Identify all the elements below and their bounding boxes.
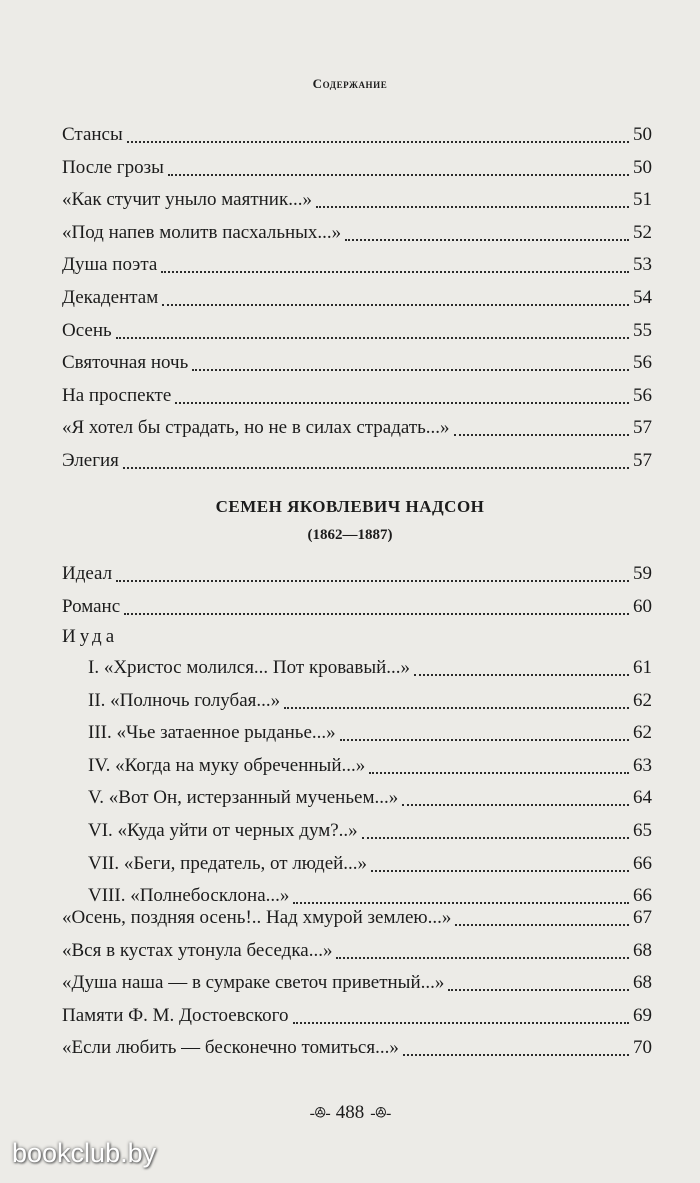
cycle-title: Иуда xyxy=(62,626,119,647)
toc-entry-page: 53 xyxy=(633,254,652,276)
toc-entry-page: 50 xyxy=(633,156,652,178)
toc-entry-title: «Осень, поздняя осень!.. Над хмурой землею...» xyxy=(62,907,452,928)
toc-entry xyxy=(62,222,652,248)
toc-entry-title: Душа поэта xyxy=(62,254,158,276)
toc-entry-page: 68 xyxy=(633,972,652,994)
watermark-logo: bookclub.by xyxy=(12,1138,157,1168)
toc-entry-title: I. «Христос молился... Пот кровавый...» xyxy=(88,657,410,678)
toc-entry-page: 56 xyxy=(633,384,652,406)
ornament-right-icon: -ꔮ- xyxy=(370,1105,391,1122)
toc-entry-page: 55 xyxy=(633,319,652,341)
toc-entry xyxy=(88,690,652,716)
dot-leader xyxy=(284,707,629,709)
toc-entry-title: Декадентам xyxy=(62,287,159,308)
toc-entry-page: 70 xyxy=(633,1037,652,1059)
dot-leader xyxy=(336,957,629,959)
toc-entry-page: 57 xyxy=(633,417,652,439)
toc-entry xyxy=(62,450,652,476)
page-header: Содержание xyxy=(312,76,388,91)
toc-entry-title: V. «Вот Он, истерзанный мученьем...» xyxy=(88,787,399,809)
toc-entry xyxy=(88,722,652,748)
dot-leader xyxy=(293,1022,629,1024)
toc-entry-page: 57 xyxy=(633,450,652,471)
author-years: (1862—1887) xyxy=(307,527,393,543)
toc-entry-title: VII. «Беги, предатель, от людей...» xyxy=(88,852,368,874)
toc-entry-title: VIII. «Полнебосклона...» xyxy=(88,885,290,907)
toc-entry xyxy=(88,787,652,813)
toc-entry-title: Стансы xyxy=(62,124,123,145)
dot-leader xyxy=(402,804,629,806)
dot-leader xyxy=(369,772,629,774)
toc-entry-title: VI. «Куда уйти от черных дум?..» xyxy=(88,820,358,841)
page-number-footer xyxy=(0,1102,700,1124)
toc-entry xyxy=(62,417,652,443)
toc-entry-page: 64 xyxy=(633,787,652,809)
toc-entry-page: 52 xyxy=(633,221,652,243)
dot-leader xyxy=(116,337,629,339)
toc-entry-title: «Если любить — бесконечно томиться...» xyxy=(62,1037,399,1059)
dot-leader xyxy=(414,674,629,676)
dot-leader xyxy=(340,739,629,741)
toc-entry xyxy=(62,385,652,411)
dot-leader xyxy=(127,141,629,143)
toc-entry-title: После грозы xyxy=(62,156,164,178)
toc-entry-title: II. «Полночь голубая...» xyxy=(88,689,281,711)
toc-entry-page: 62 xyxy=(633,722,652,744)
toc-entry-title: «Под напев молитв пасхальных...» xyxy=(62,221,342,243)
toc-entry-title: Романс xyxy=(62,595,121,617)
toc-entry-title: Осень xyxy=(62,319,112,341)
toc-entry-title: Идеал xyxy=(62,563,113,584)
dot-leader xyxy=(362,837,629,839)
toc-entry-page: 67 xyxy=(633,907,652,928)
toc-entry xyxy=(62,563,652,589)
toc-entry-title: На проспекте xyxy=(62,384,172,406)
toc-entry xyxy=(62,972,652,998)
toc-entry xyxy=(62,940,652,966)
dot-leader xyxy=(403,1054,629,1056)
toc-entry xyxy=(62,189,652,215)
toc-entry-page: 66 xyxy=(633,852,652,874)
toc-entry-title: Святочная ночь xyxy=(62,352,189,374)
toc-entry xyxy=(88,755,652,781)
dot-leader xyxy=(161,271,629,273)
toc-entry-title: «Я хотел бы страдать, но не в силах страдать...» xyxy=(62,417,450,439)
toc-entry-title: «Душа наша — в сумраке светоч приветный...» xyxy=(62,972,445,994)
toc-entry xyxy=(62,596,652,622)
toc-entry-page: 50 xyxy=(633,124,652,145)
toc-entry-page: 65 xyxy=(633,820,652,841)
dot-leader xyxy=(448,989,629,991)
toc-entry xyxy=(62,907,652,933)
toc-entry xyxy=(62,254,652,280)
toc-entry-page: 59 xyxy=(633,563,652,584)
page-number: 488 xyxy=(335,1102,365,1123)
toc-entry xyxy=(62,1037,652,1063)
toc-entry-title: «Как стучит уныло маятник...» xyxy=(62,189,312,211)
toc-entry-page: 54 xyxy=(633,287,652,308)
toc-entry-page: 62 xyxy=(633,689,652,711)
toc-entry xyxy=(62,1005,652,1031)
toc-entry-page: 60 xyxy=(633,595,652,617)
dot-leader xyxy=(454,434,629,436)
dot-leader xyxy=(371,870,629,872)
toc-entry-page: 66 xyxy=(633,885,652,907)
toc-entry xyxy=(62,287,652,313)
toc-entry-page: 61 xyxy=(633,657,652,678)
toc-entry xyxy=(88,657,652,683)
dot-leader xyxy=(124,613,629,615)
toc-entry-page: 51 xyxy=(633,189,652,211)
toc-entry-title: «Вся в кустах утонула беседка...» xyxy=(62,939,333,961)
toc-entry-title: Памяти Ф. М. Достоевского xyxy=(62,1004,289,1026)
toc-entry-title: III. «Чье затаенное рыданье...» xyxy=(88,722,336,744)
dot-leader xyxy=(162,304,629,306)
toc-entry-page: 69 xyxy=(633,1004,652,1026)
ornament-left-icon: -ꔮ- xyxy=(309,1105,330,1122)
dot-leader xyxy=(316,206,629,208)
toc-entry xyxy=(62,124,652,150)
toc-entry-page: 63 xyxy=(633,754,652,776)
toc-entry xyxy=(62,320,652,346)
toc-entry xyxy=(88,820,652,846)
toc-entry xyxy=(88,853,652,879)
toc-entry xyxy=(62,352,652,378)
dot-leader xyxy=(345,239,629,241)
toc-entry-title: IV. «Когда на муку обреченный...» xyxy=(88,754,366,776)
toc-entry xyxy=(62,157,652,183)
dot-leader xyxy=(123,467,629,469)
author-name: СЕМЕН ЯКОВЛЕВИЧ НАДСОН xyxy=(215,497,485,516)
toc-entry-title: Элегия xyxy=(62,450,119,471)
toc-entry-page: 68 xyxy=(633,939,652,961)
dot-leader xyxy=(116,580,629,582)
toc-entry-page: 56 xyxy=(633,352,652,374)
dot-leader xyxy=(175,402,629,404)
dot-leader xyxy=(192,369,629,371)
dot-leader xyxy=(293,902,629,904)
dot-leader xyxy=(168,174,629,176)
dot-leader xyxy=(455,924,629,926)
